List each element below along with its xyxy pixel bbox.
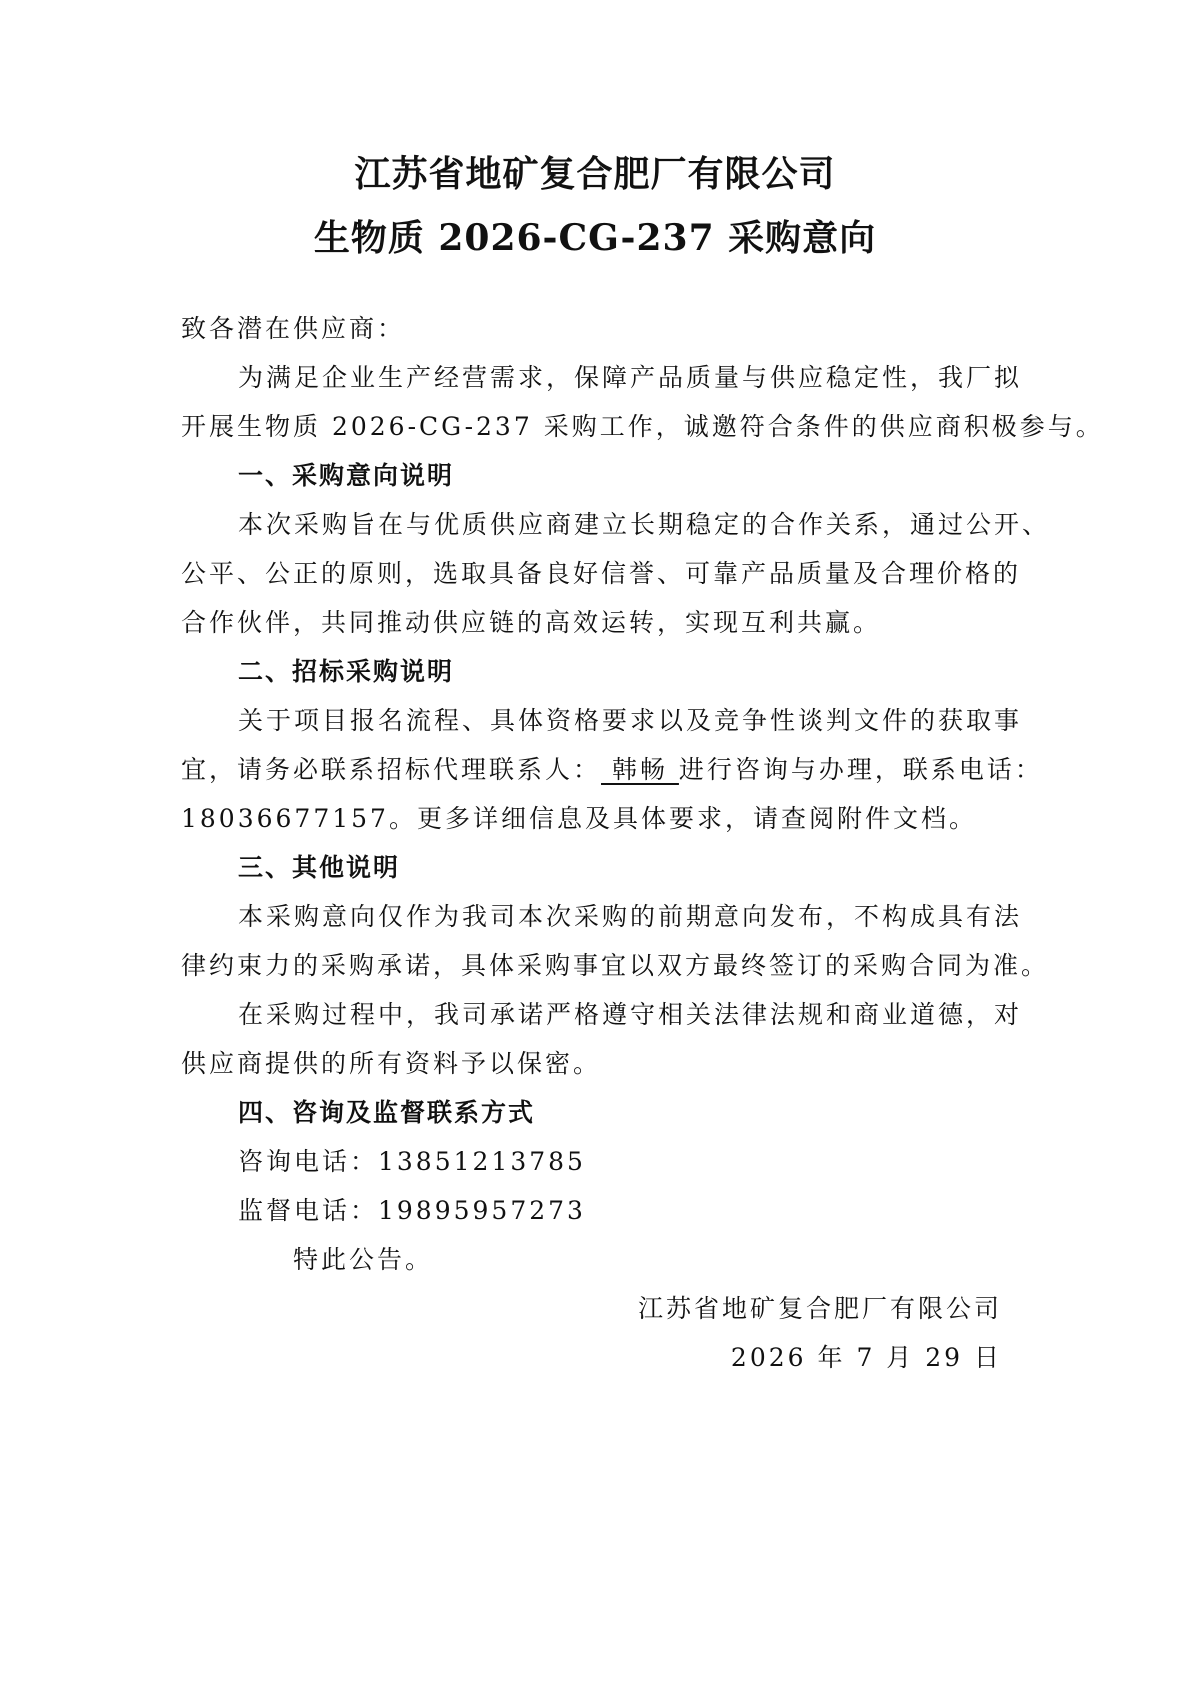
supervise-phone: 监督电话：19895957273 xyxy=(238,1196,586,1225)
section-2-line-3: 18036677157。更多详细信息及具体要求，请查阅附件文档。 xyxy=(181,804,977,833)
section-3-line-3: 在采购过程中，我司承诺严格遵守相关法律法规和商业道德，对 xyxy=(238,1000,1023,1029)
section-1-heading: 一、采购意向说明 xyxy=(238,461,455,490)
closing-text: 特此公告。 xyxy=(293,1245,434,1274)
section-2-line-2-prefix: 宜，请务必联系招标代理联系人： xyxy=(181,755,602,784)
section-1-line-2: 公平、公正的原则，选取具备良好信誉、可靠产品质量及合理价格的 xyxy=(181,559,1022,588)
consult-phone: 咨询电话：13851213785 xyxy=(238,1147,586,1176)
section-2-heading: 二、招标采购说明 xyxy=(238,657,455,686)
section-4-heading: 四、咨询及监督联系方式 xyxy=(238,1098,536,1127)
greeting: 致各潜在供应商： xyxy=(181,314,406,343)
section-1-line-3: 合作伙伴，共同推动供应链的高效运转，实现互利共赢。 xyxy=(181,608,882,637)
section-3-line-2: 律约束力的采购承诺，具体采购事宜以双方最终签订的采购合同为准。 xyxy=(181,951,1050,980)
signature-date: 2026 年 7 月 29 日 xyxy=(730,1343,1002,1372)
section-2-line-1: 关于项目报名流程、具体资格要求以及竞争性谈判文件的获取事 xyxy=(238,706,1023,735)
intro-line-2: 开展生物质 2026-CG-237 采购工作，诚邀符合条件的供应商积极参与。 xyxy=(181,412,1104,441)
document-title-subject: 生物质 2026-CG-237 采购意向 xyxy=(313,217,877,259)
document-title-company: 江苏省地矿复合肥厂有限公司 xyxy=(354,153,836,195)
section-3-line-4: 供应商提供的所有资料予以保密。 xyxy=(181,1049,602,1078)
section-2-line-2-suffix: 进行咨询与办理，联系电话： xyxy=(678,755,1043,784)
signature-company: 江苏省地矿复合肥厂有限公司 xyxy=(637,1294,1002,1323)
section-1-line-1: 本次采购旨在与优质供应商建立长期稳定的合作关系，通过公开、 xyxy=(238,510,1051,539)
section-3-heading: 三、其他说明 xyxy=(238,853,401,882)
intro-line-1: 为满足企业生产经营需求，保障产品质量与供应稳定性，我厂拟 xyxy=(238,363,1023,392)
section-3-line-1: 本采购意向仅作为我司本次采购的前期意向发布，不构成具有法 xyxy=(238,902,1023,931)
agent-contact-name: 韩畅 xyxy=(601,755,679,784)
section-2-line-2 xyxy=(181,752,1043,788)
